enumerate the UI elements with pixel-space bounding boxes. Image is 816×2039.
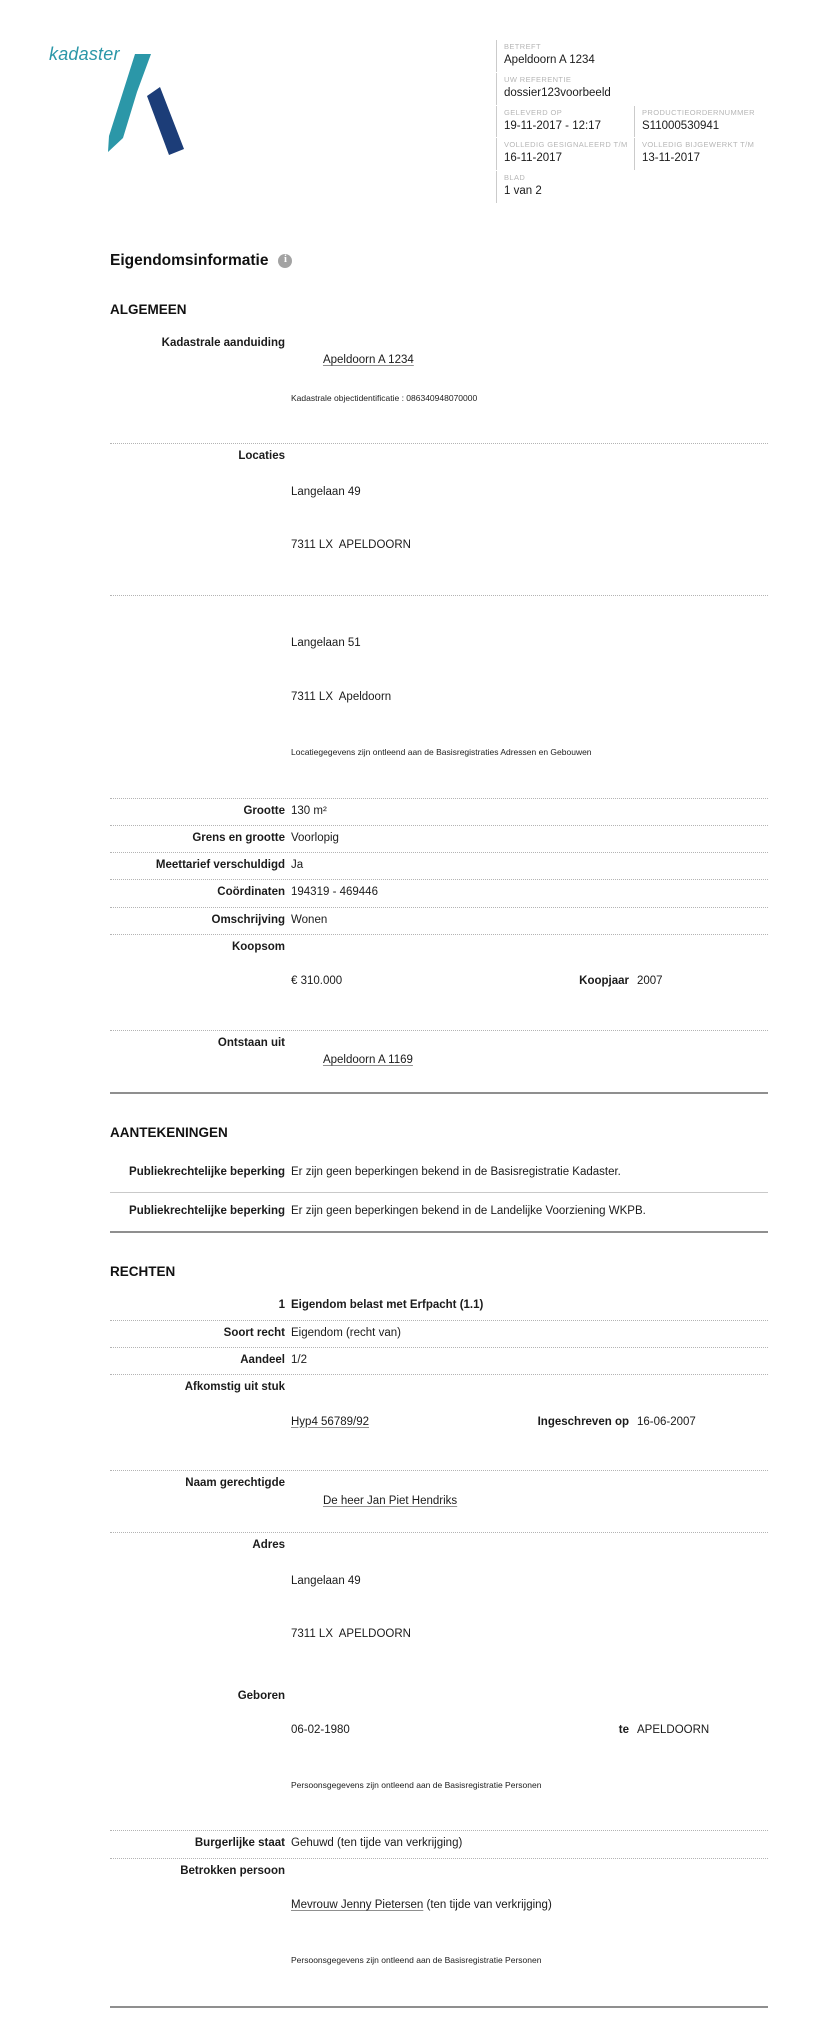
row-value: [291, 1537, 768, 1678]
row-value: 1/2: [291, 1353, 307, 1366]
table-row-afkomstig-uit-stuk: [110, 1375, 768, 1471]
row-value: Gehuwd (ten tijde van verkrijging): [291, 1837, 463, 1850]
kadaster-logo-text: kadaster: [49, 44, 120, 64]
table-row-betrokken-persoon: [110, 1859, 768, 2006]
row-value: Voorlopig: [291, 831, 339, 844]
row-label: Afkomstig uit stuk: [184, 1381, 285, 1394]
document-header-info: [496, 40, 768, 204]
row-label: [110, 600, 285, 793]
row-label: Aandeel: [240, 1353, 285, 1366]
table-row-locaties-2: [110, 596, 768, 799]
field-label: PRODUCTIEORDERNUMMER: [642, 107, 755, 117]
row-label: Burgerlijke staat: [194, 1837, 285, 1850]
table-row-locaties-1: [110, 444, 768, 595]
row-label: Koopsom: [231, 940, 285, 953]
geboorteplaats-label: te: [618, 1724, 629, 1737]
field-value: S11000530941: [642, 119, 720, 132]
address-line: 7311 LX Apeldoorn: [291, 690, 392, 703]
row-label: Coördinaten: [217, 886, 285, 899]
paired-values: [291, 1414, 768, 1431]
geboorteplaats-value: APELDOORN: [637, 1724, 710, 1737]
field-blad: [496, 171, 768, 203]
row-label: Kadastrale aanduiding: [161, 337, 285, 349]
betrokken-persoon-suffix: (ten tijde van verkrijging): [423, 1899, 552, 1912]
row-value: [291, 1688, 768, 1826]
table-row-ontstaan-uit: [110, 1031, 768, 1092]
row-value: [291, 448, 768, 589]
brp-source-note: Persoonsgegevens zijn ontleend aan de Basisregistratie Personen: [291, 1954, 542, 1965]
logo-pen-shape: [108, 54, 151, 152]
table-row-burgerlijke-staat: [110, 1831, 768, 1858]
field-label: VOLLEDIG GESIGNALEERD T/M: [504, 140, 628, 150]
table-row-koopsom: [110, 935, 768, 1031]
row-value: [291, 1863, 768, 2001]
address-line: Langelaan 51: [291, 637, 361, 650]
koopjaar-label: Koopjaar: [579, 975, 629, 988]
table-row-coordinaten: [110, 880, 768, 907]
stuk-link-wrap: [291, 1414, 538, 1431]
header-row: [496, 106, 768, 138]
field-uw-referentie: [496, 73, 768, 105]
field-value: 16-11-2017: [504, 152, 562, 165]
header-row: [496, 73, 768, 105]
address-line: Langelaan 49: [291, 485, 361, 498]
field-value: dossier123voorbeeld: [504, 86, 611, 99]
table-row-grens-en-grootte: [110, 826, 768, 853]
row-label: Soort recht: [223, 1326, 285, 1339]
algemeen-table: [110, 331, 768, 1094]
aantekeningen-table: [110, 1154, 768, 1234]
table-row-aandeel: [110, 1348, 768, 1375]
row-label: Ontstaan uit: [217, 1037, 285, 1050]
row-value: [291, 1379, 768, 1465]
header-row: [496, 40, 768, 72]
field-value: Apeldoorn A 1234: [504, 54, 595, 66]
table-row-geboren: [110, 1684, 768, 1832]
address-line: 7311 LX APELDOORN: [291, 1628, 411, 1641]
table-row-naam-gerechtigde: [110, 1471, 768, 1533]
row-label: Naam gerechtigde: [185, 1477, 285, 1490]
row-value: [291, 939, 768, 1025]
row-value: Er zijn geen beperkingen bekend in de Basisregistratie Kadaster.: [291, 1165, 621, 1178]
field-value: 19-11-2017 - 12:17: [504, 119, 601, 132]
row-label: Geboren: [237, 1689, 285, 1702]
stuk-link[interactable]: Hyp4 56789/92: [291, 1415, 370, 1428]
recht-titel: Eigendom belast met Erfpacht (1.1): [291, 1299, 484, 1312]
brp-source-note: Persoonsgegevens zijn ontleend aan de Basisregistratie Personen: [291, 1779, 542, 1790]
bag-source-note: Locatiegegevens zijn ontleend aan de Basisregistraties Adressen en Gebouwen: [291, 747, 592, 758]
field-betreft: [496, 40, 768, 72]
field-label: GELEVERD OP: [504, 107, 563, 117]
row-label: Meettarief verschuldigd: [155, 859, 285, 872]
row-value: 194319 - 469446: [291, 886, 378, 899]
table-row-recht-titel: [110, 1293, 768, 1320]
koopjaar-value: 2007: [637, 975, 663, 988]
table-row-meettarief: [110, 853, 768, 880]
section-heading-aantekeningen: AANTEKENINGEN: [110, 1124, 228, 1140]
table-row-beperking-wkpb: [110, 1193, 768, 1231]
address-line: 7311 LX APELDOORN: [291, 539, 411, 552]
row-value: [291, 600, 768, 793]
ingeschreven-op-value: 16-06-2007: [637, 1415, 696, 1428]
object-id-note: Kadastrale objectidentificatie : 086340948070000: [291, 392, 478, 403]
ontstaan-uit-link[interactable]: Apeldoorn A 1169: [322, 1054, 413, 1067]
address-line: Langelaan 49: [291, 1574, 361, 1587]
paired-values: [291, 973, 768, 990]
row-label: Omschrijving: [211, 913, 285, 926]
section-heading-algemeen: ALGEMEEN: [110, 302, 187, 317]
paired-values: [291, 1722, 768, 1739]
table-row-soort-recht: [110, 1321, 768, 1348]
page-title-text: Eigendomsinformatie: [110, 252, 269, 269]
row-label: Locaties: [238, 450, 285, 463]
row-value: Ja: [291, 859, 304, 872]
row-label: Adres: [252, 1539, 285, 1552]
logo-stroke-shape: [147, 87, 184, 155]
row-value: [291, 1475, 768, 1527]
row-label: Publiekrechtelijke beperking: [129, 1165, 285, 1178]
field-label: VOLLEDIG BIJGEWERKT T/M: [642, 140, 755, 150]
kadaster-logo-icon: [96, 54, 192, 156]
header-row: [496, 138, 768, 170]
field-label: BLAD: [504, 173, 526, 183]
document-body: [110, 252, 768, 2039]
row-label: Grens en grootte: [192, 831, 285, 844]
field-label: UW REFERENTIE: [504, 74, 572, 84]
field-productieordernummer: [634, 106, 768, 138]
table-row-kadastrale-aanduiding: [110, 331, 768, 444]
row-value: [291, 1035, 768, 1087]
table-row-beperking-kadaster: [110, 1154, 768, 1193]
row-value: Wonen: [291, 913, 328, 926]
koopsom-value: € 310.000: [291, 975, 343, 988]
field-volledig-bijgewerkt: [634, 138, 768, 170]
geboortedatum-value: 06-02-1980: [291, 1724, 350, 1737]
row-value: [291, 335, 768, 438]
field-volledig-gesignaleerd: [496, 138, 634, 170]
gerechtigde-link[interactable]: De heer Jan Piet Hendriks: [322, 1494, 458, 1507]
row-label: Grootte: [243, 804, 285, 817]
table-row-grootte: [110, 799, 768, 826]
row-value: 130 m²: [291, 804, 327, 817]
betrokken-persoon-link[interactable]: Mevrouw Jenny Pietersen: [291, 1899, 424, 1912]
page-title: [110, 252, 768, 270]
table-row-adres: [110, 1533, 768, 1683]
section-heading-rechten: RECHTEN: [110, 1264, 176, 1280]
info-icon[interactable]: i: [278, 254, 292, 268]
betrokken-persoon-line: [291, 1897, 768, 1914]
kadastrale-aanduiding-link[interactable]: Apeldoorn A 1234: [322, 354, 414, 367]
field-label: BETREFT: [504, 42, 541, 51]
recht-index: 1: [278, 1299, 285, 1312]
ingeschreven-op-label: Ingeschreven op: [537, 1415, 629, 1428]
row-label: Betrokken persoon: [180, 1864, 285, 1877]
table-row-omschrijving: [110, 908, 768, 935]
row-value: Eigendom (recht van): [291, 1326, 401, 1339]
row-value: Er zijn geen beperkingen bekend in de Landelijke Voorziening WKPB.: [291, 1205, 646, 1218]
rechten-table: [110, 1293, 768, 2007]
row-label: Publiekrechtelijke beperking: [129, 1205, 285, 1218]
field-value: 13-11-2017: [642, 152, 700, 165]
header-row: [496, 171, 768, 203]
page-indicator: 1 van 2: [504, 185, 542, 198]
field-geleverd-op: [496, 106, 634, 138]
